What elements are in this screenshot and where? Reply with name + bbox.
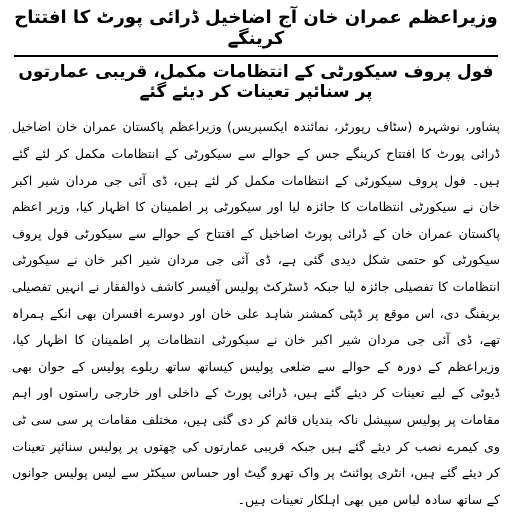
article-headline: وزیراعظم عمران خان آج اضاخیل ڈرائی پورٹ کا افتتاح کرینگے <box>14 7 498 49</box>
article-body-paragraph <box>10 110 502 513</box>
article-subheadline: فول پروف سیکورٹی کے انتظامات مکمل، قریبی عمارتوں پر سنائپر تعینات کر دیئے گئے <box>18 62 494 102</box>
article-dateline: پشاور، نوشہرہ (سٹاف رپورٹر، نمائندہ ایکسپریس) <box>221 119 500 135</box>
article-body-text: وزیراعظم پاکستان عمران خان اضاخیل ڈرائی پورٹ کا افتتاح کرینگے جس کے حوالے سے سیکورٹی کے انتظامات مکمل کر لئے گئے ہیں۔ فول پروف سیکورٹی کے انتظامات مکمل کر لئے ہیں، ڈی آئی جی مردان شیر اکبر خان نے سیکورٹی انتظامات کا جائزہ لیا اور سیکورٹی پر اطمینان کا اظہار کیا، وزیر اعظم پاکستان عمران خان کے ڈرائی پورٹ اضاخیل کے افتتاح کے حوالے سے سیکورٹی فول پروف سیکورٹی کو حتمی شکل دیدی گئی ہے، ڈی آئی جی مردان شیر اکبر خان نے سیکورٹی انتظامات کا تفصیلی جائزہ لیا جبکہ ڈسٹرکٹ پولیس آفیسر کاشف ذوالفقار نے انہیں تفصیلی بریفنگ دی، اس موقع پر ڈپٹی کمشنر شاہد علی خان اور دوسرے افسران بھی انکے ہمراہ تھے، ڈی آئی جی مردان شیر اکبر خان نے سیکورٹی انتظامات پر اطمینان کا اظہار کیا، وزیراعظم کے دورہ کے حوالے سے ضلعی پولیس کیساتھ ساتھ ریلوے پولیس کے جوان بھی ڈیوٹی کے لیے تعینات کر دیئے گئے ہیں، ڈرائی پورٹ کے داخلی اور خارجی راستوں اور اہم مقامات پر پولیس سپیشل ناکہ بندیاں قائم کر دی گئی ہیں، مختلف مقامات پر سی سی ٹی وی کیمرے نصب کر دیئے گئے ہیں جبکہ قریبی عمارتوں کی چھتوں پر پولیس سنائپر تعینات کر دیئے گئے ہیں، انٹری پوائنٹ پر واک تھرو گیٹ اور حساس سیکٹر سے لیس پولیس جوانوں کے ساتھ سادہ لباس میں بھی اہلکار تعینات ہیں۔ <box>12 119 500 507</box>
